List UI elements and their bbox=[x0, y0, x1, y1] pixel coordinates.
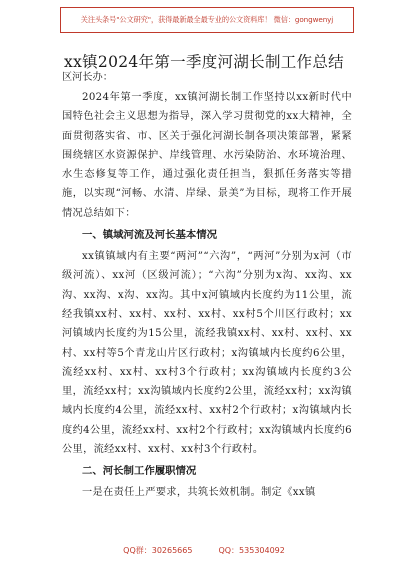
page-footer bbox=[0, 545, 408, 556]
footer-qq: QQ：535304092 bbox=[218, 546, 285, 555]
document-title: xx镇2024年第一季度河湖长制工作总结 bbox=[64, 53, 344, 71]
document-body bbox=[62, 88, 352, 503]
addressee: 区河长办： bbox=[62, 72, 113, 83]
section-1-heading: 一、镇域河流及河长基本情况 bbox=[82, 229, 218, 242]
section-2-heading: 二、河长制工作履职情况 bbox=[82, 465, 197, 478]
header-banner bbox=[60, 7, 354, 33]
banner-text: 关注头条号"公文研究"，获得最新最全最专业的公文资料库！ 微信：gongwenyj bbox=[80, 15, 334, 24]
section-1-paragraph: xx镇镇域内有主要“两河”“六沟”，“两河”分别为x河（市级河流）、xx河（区级河流）；“六沟”分别为x沟、xx沟、xx沟、xx沟、x沟、xx沟。其中x河镇域内长度约为11公里，流经我镇xx村、xx村、xx村、xx村、xx村5个川区行政村；xx河镇域内长度约为15公里，流经我镇xx村、xx村、xx村、xx村、xx村等5个青龙山片区行政村；x沟镇域内长度约6公里，流经xx村、xx村、xx村3个行政村；xx沟镇域内长度约3公里，流经xx村；xx沟镇域内长度约2公里，流经xx村；xx沟镇域内长度约4公里，流经xx村、xx村2个行政村；x沟镇域内长度约4公里，流经xx村、xx村2个行政村；xx沟镇域内长度约6公里，流经xx村、xx村、xx村3个行政村。 bbox=[62, 251, 352, 456]
footer-qq-group: QQ群：30265665 bbox=[123, 546, 193, 555]
section-2-paragraph: 一是在责任上严要求，共筑长效机制。制定《xx镇 bbox=[82, 487, 316, 499]
intro-paragraph: 2024年第一季度，xx镇河湖长制工作坚持以xx新时代中国特色社会主义思想为指导，深入学习贯彻党的xx大精神，全面贯彻落实省、市、区关于强化河湖长制各项决策部署，紧紧围绕辖区水资源保护、岸线管理、水污染防治、水环境治理、水生态修复等工作，通过强化责任担当，狠抓任务落实等措施，以实现“河畅、水清、岸绿、景美”为目标，现将工作开展情况总结如下： bbox=[62, 92, 352, 219]
